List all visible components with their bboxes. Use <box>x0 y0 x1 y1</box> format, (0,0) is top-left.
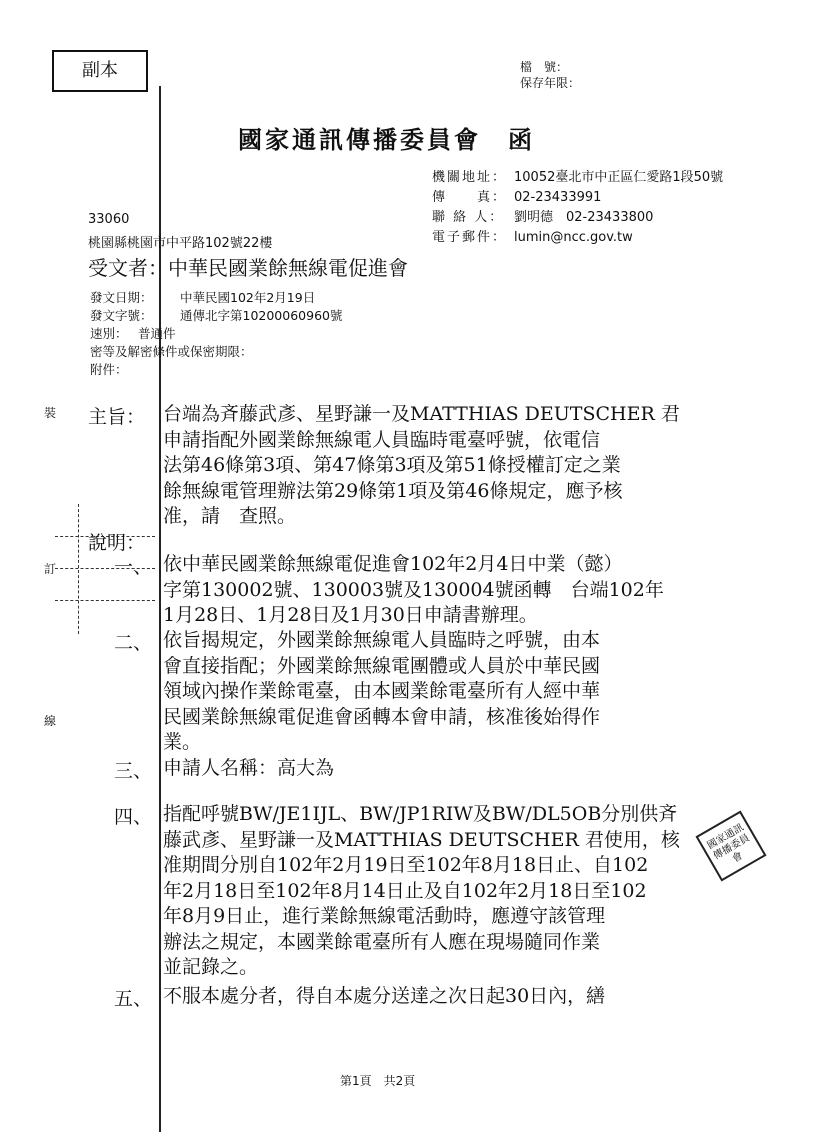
fax-value: 02-23433991 <box>514 190 602 205</box>
contact-label: 聯 絡 人： <box>432 210 505 225</box>
item-number: 四、 <box>114 806 153 828</box>
item-line: 指配呼號BW/JE1IJL、BW/JP1RIW及BW/DL5OB分別供斉 <box>163 803 678 825</box>
binding-mark-1: 裝 <box>44 406 57 420</box>
issue-date-label: 發文日期： <box>90 290 153 305</box>
binding-mark-2: 訂 <box>44 562 57 576</box>
subject-line: 申請指配外國業餘無線電人員臨時電臺呼號，依電信 <box>163 428 601 451</box>
item-number: 二、 <box>114 632 153 654</box>
item-line: 年8月9日止，進行業餘無線電活動時，應遵守該管理 <box>163 905 606 927</box>
official-stamp <box>695 810 766 881</box>
item-text <box>163 628 678 756</box>
item-number: 三、 <box>114 760 153 782</box>
reference-row <box>90 306 342 324</box>
fax-label: 傳 真： <box>432 190 508 205</box>
recipient-address: 桃園縣桃園市中平路102號22樓 <box>88 236 273 251</box>
item-number: 五、 <box>114 988 153 1010</box>
reference-number: 通傳北字第10200060960號 <box>180 308 343 323</box>
item-line: 依旨揭規定，外國業餘無線電人員臨時之呼號，由本 <box>163 629 601 651</box>
item-text <box>163 984 678 1010</box>
attachment-label: 附件： <box>90 362 128 377</box>
item-text <box>163 552 678 629</box>
item-line: 不服本處分者，得自本處分送達之次日起30日內，繕 <box>163 985 606 1007</box>
item-line: 年2月18日至102年8月14日止及自102年2月18日至102 <box>163 879 647 902</box>
stamp-text: 國家通訊傳播委員會 <box>705 822 752 865</box>
item-line: 業。 <box>163 731 202 753</box>
item-line: 藤武彥、星野謙一及MATTHIAS DEUTSCHER 君使用，核 <box>163 828 680 851</box>
sender-email-row <box>432 226 633 245</box>
item-line: 並記錄之。 <box>163 956 259 978</box>
subject-line: 准，請 查照。 <box>163 505 297 527</box>
item-line: 申請人名稱：高大為 <box>163 757 335 779</box>
subject-line: 餘無線電管理辦法第29條第1項及第46條規定，應予核 <box>163 479 623 502</box>
speed-label: 速別： <box>90 326 128 341</box>
reference-label: 發文字號： <box>90 308 153 323</box>
binding-mark-3: 線 <box>44 714 57 728</box>
address-value: 10052臺北市中正區仁愛路1段50號 <box>514 170 724 185</box>
contact-value: 劉明德 02-23433800 <box>514 210 654 225</box>
explanation-label: 說明： <box>88 532 146 554</box>
item-line: 字第130002號、130003號及130004號函轉 台端102年 <box>163 578 664 601</box>
item-number: 一、 <box>114 556 153 578</box>
item-line: 辦法之規定，本國業餘電臺所有人應在現場隨同作業 <box>163 930 601 953</box>
item-text <box>163 756 678 782</box>
recipient: 受文者：中華民國業餘無線電促進會 <box>88 256 408 280</box>
issue-date-row <box>90 288 315 306</box>
secrecy-label: 密等及解密條件或保密期限： <box>90 344 253 359</box>
address-label: 機關地址： <box>432 170 508 185</box>
item-line: 領域內操作業餘電臺，由本國業餘電臺所有人經中華 <box>163 680 601 702</box>
sender-contact-row <box>432 206 653 225</box>
postal-code: 33060 <box>88 212 130 227</box>
item-line: 1月28日、1月28日及1月30日申請書辦理。 <box>163 604 538 626</box>
sender-fax-row <box>432 186 601 205</box>
item-line: 准期間分別自102年2月19日至102年8月18日止、自102 <box>163 854 649 876</box>
issue-date: 中華民國102年2月19日 <box>180 290 316 305</box>
speed-value: 普通件 <box>138 326 176 341</box>
email-value: lumin@ncc.gov.tw <box>514 230 633 245</box>
page-footer: 第1頁 共2頁 <box>340 1074 416 1088</box>
item-line: 依中華民國業餘無線電促進會102年2月4日中業（懿） <box>163 553 623 575</box>
subject-text <box>163 402 678 530</box>
item-line: 民國業餘無線電促進會函轉本會申請，核准後始得作 <box>163 705 601 728</box>
item-line: 會直接指配；外國業餘無線電團體或人員於中華民國 <box>163 654 601 677</box>
sender-address-row <box>432 166 723 185</box>
binding-dash <box>55 600 155 601</box>
binding-dash <box>78 504 79 634</box>
subject-line: 台端為斉藤武彥、星野謙一及MATTHIAS DEUTSCHER 君 <box>163 403 680 425</box>
retention-label: 保存年限： <box>520 76 581 90</box>
subject-line: 法第46條第3項、第47條第3項及第51條授權訂定之業 <box>163 454 621 476</box>
copy-label: 副本 <box>52 50 148 92</box>
speed-row <box>90 324 176 342</box>
subject-label: 主旨： <box>88 406 146 428</box>
file-number-label: 檔 號： <box>520 60 569 74</box>
item-text <box>163 802 678 981</box>
document-title: 國家通訊傳播委員會 函 <box>238 125 535 154</box>
email-label: 電子郵件： <box>432 230 508 245</box>
